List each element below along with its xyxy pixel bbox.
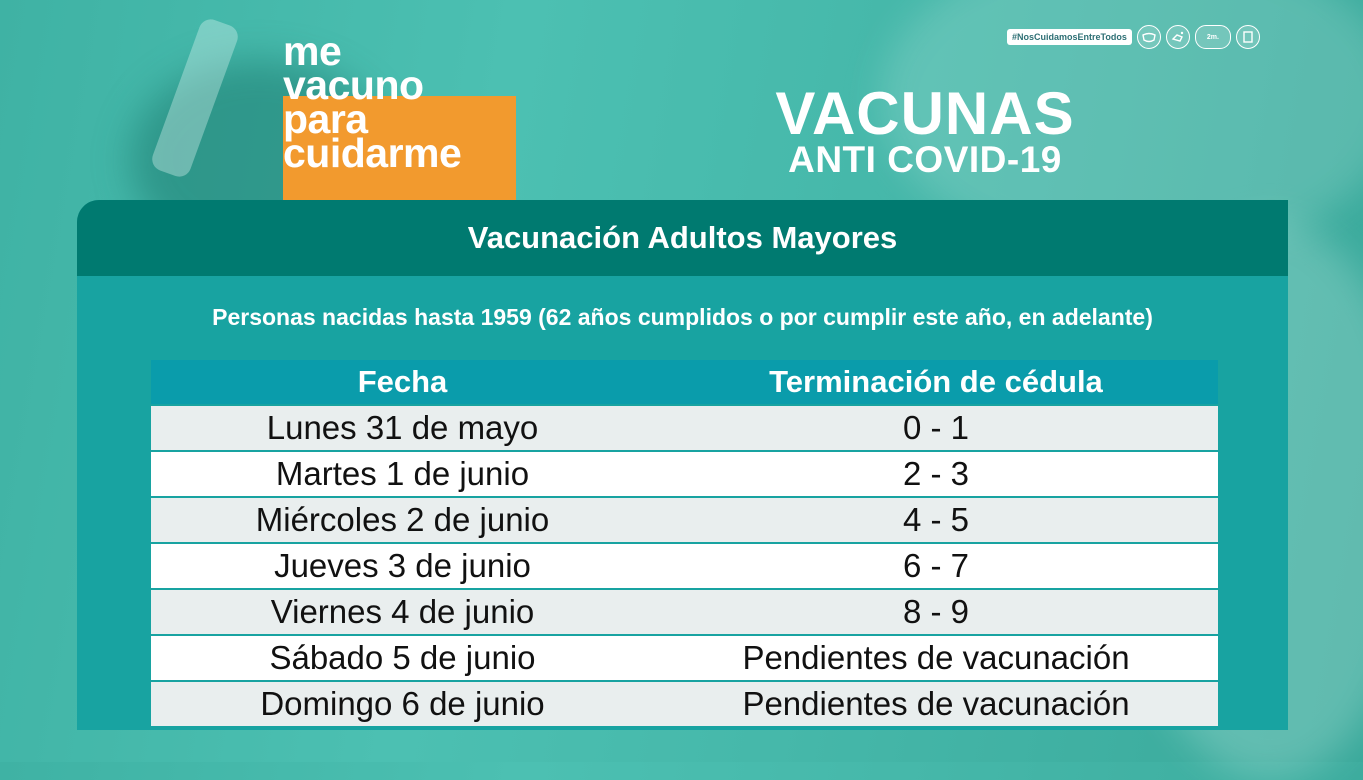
table-row — [151, 635, 1218, 681]
logo-line: cuidarme — [283, 130, 462, 176]
distance-icon — [1195, 25, 1231, 49]
title-line-2: ANTI COVID-19 — [788, 139, 1062, 180]
date-cell: Sábado 5 de junio — [151, 635, 654, 681]
panel-header-title: Vacunación Adultos Mayores — [467, 220, 898, 255]
page-title — [760, 80, 1090, 180]
ending-cell: 8 - 9 — [654, 589, 1218, 635]
schedule-table — [151, 360, 1218, 726]
logo-line: me — [283, 28, 342, 74]
date-cell: Lunes 31 de mayo — [151, 405, 654, 451]
ending-cell: 2 - 3 — [654, 451, 1218, 497]
table-row — [151, 451, 1218, 497]
ending-cell: Pendientes de vacunación — [654, 681, 1218, 726]
date-cell: Miércoles 2 de junio — [151, 497, 654, 543]
ending-cell: 6 - 7 — [654, 543, 1218, 589]
date-cell: Domingo 6 de junio — [151, 681, 654, 726]
column-header-fecha: Fecha — [151, 360, 654, 405]
logo-line: para — [283, 96, 368, 142]
table-row — [151, 405, 1218, 451]
table-header-row — [151, 360, 1218, 405]
panel-subtitle: Personas nacidas hasta 1959 (62 años cumplidos o por cumplir este año, en adelante) — [212, 304, 1153, 330]
top-badges — [1007, 24, 1260, 50]
table-row — [151, 543, 1218, 589]
table-row — [151, 497, 1218, 543]
logo-line: vacuno — [283, 62, 424, 108]
table-row — [151, 681, 1218, 726]
date-cell: Martes 1 de junio — [151, 451, 654, 497]
table-row — [151, 589, 1218, 635]
handwash-icon — [1166, 25, 1190, 49]
title-line-1: VACUNAS — [775, 80, 1075, 147]
panel-header — [77, 200, 1288, 276]
ending-cell: Pendientes de vacunación — [654, 635, 1218, 681]
mask-icon — [1137, 25, 1161, 49]
campaign-logo — [283, 28, 523, 176]
door-icon — [1236, 25, 1260, 49]
schedule-panel — [77, 200, 1288, 730]
column-header-terminacion: Terminación de cédula — [654, 360, 1218, 405]
ending-cell: 4 - 5 — [654, 497, 1218, 543]
ending-cell: 0 - 1 — [654, 405, 1218, 451]
distance-label: 2m. — [1206, 33, 1219, 41]
hashtag-badge: #NosCuidamosEntreTodos — [1007, 29, 1132, 45]
date-cell: Viernes 4 de junio — [151, 589, 654, 635]
date-cell: Jueves 3 de junio — [151, 543, 654, 589]
